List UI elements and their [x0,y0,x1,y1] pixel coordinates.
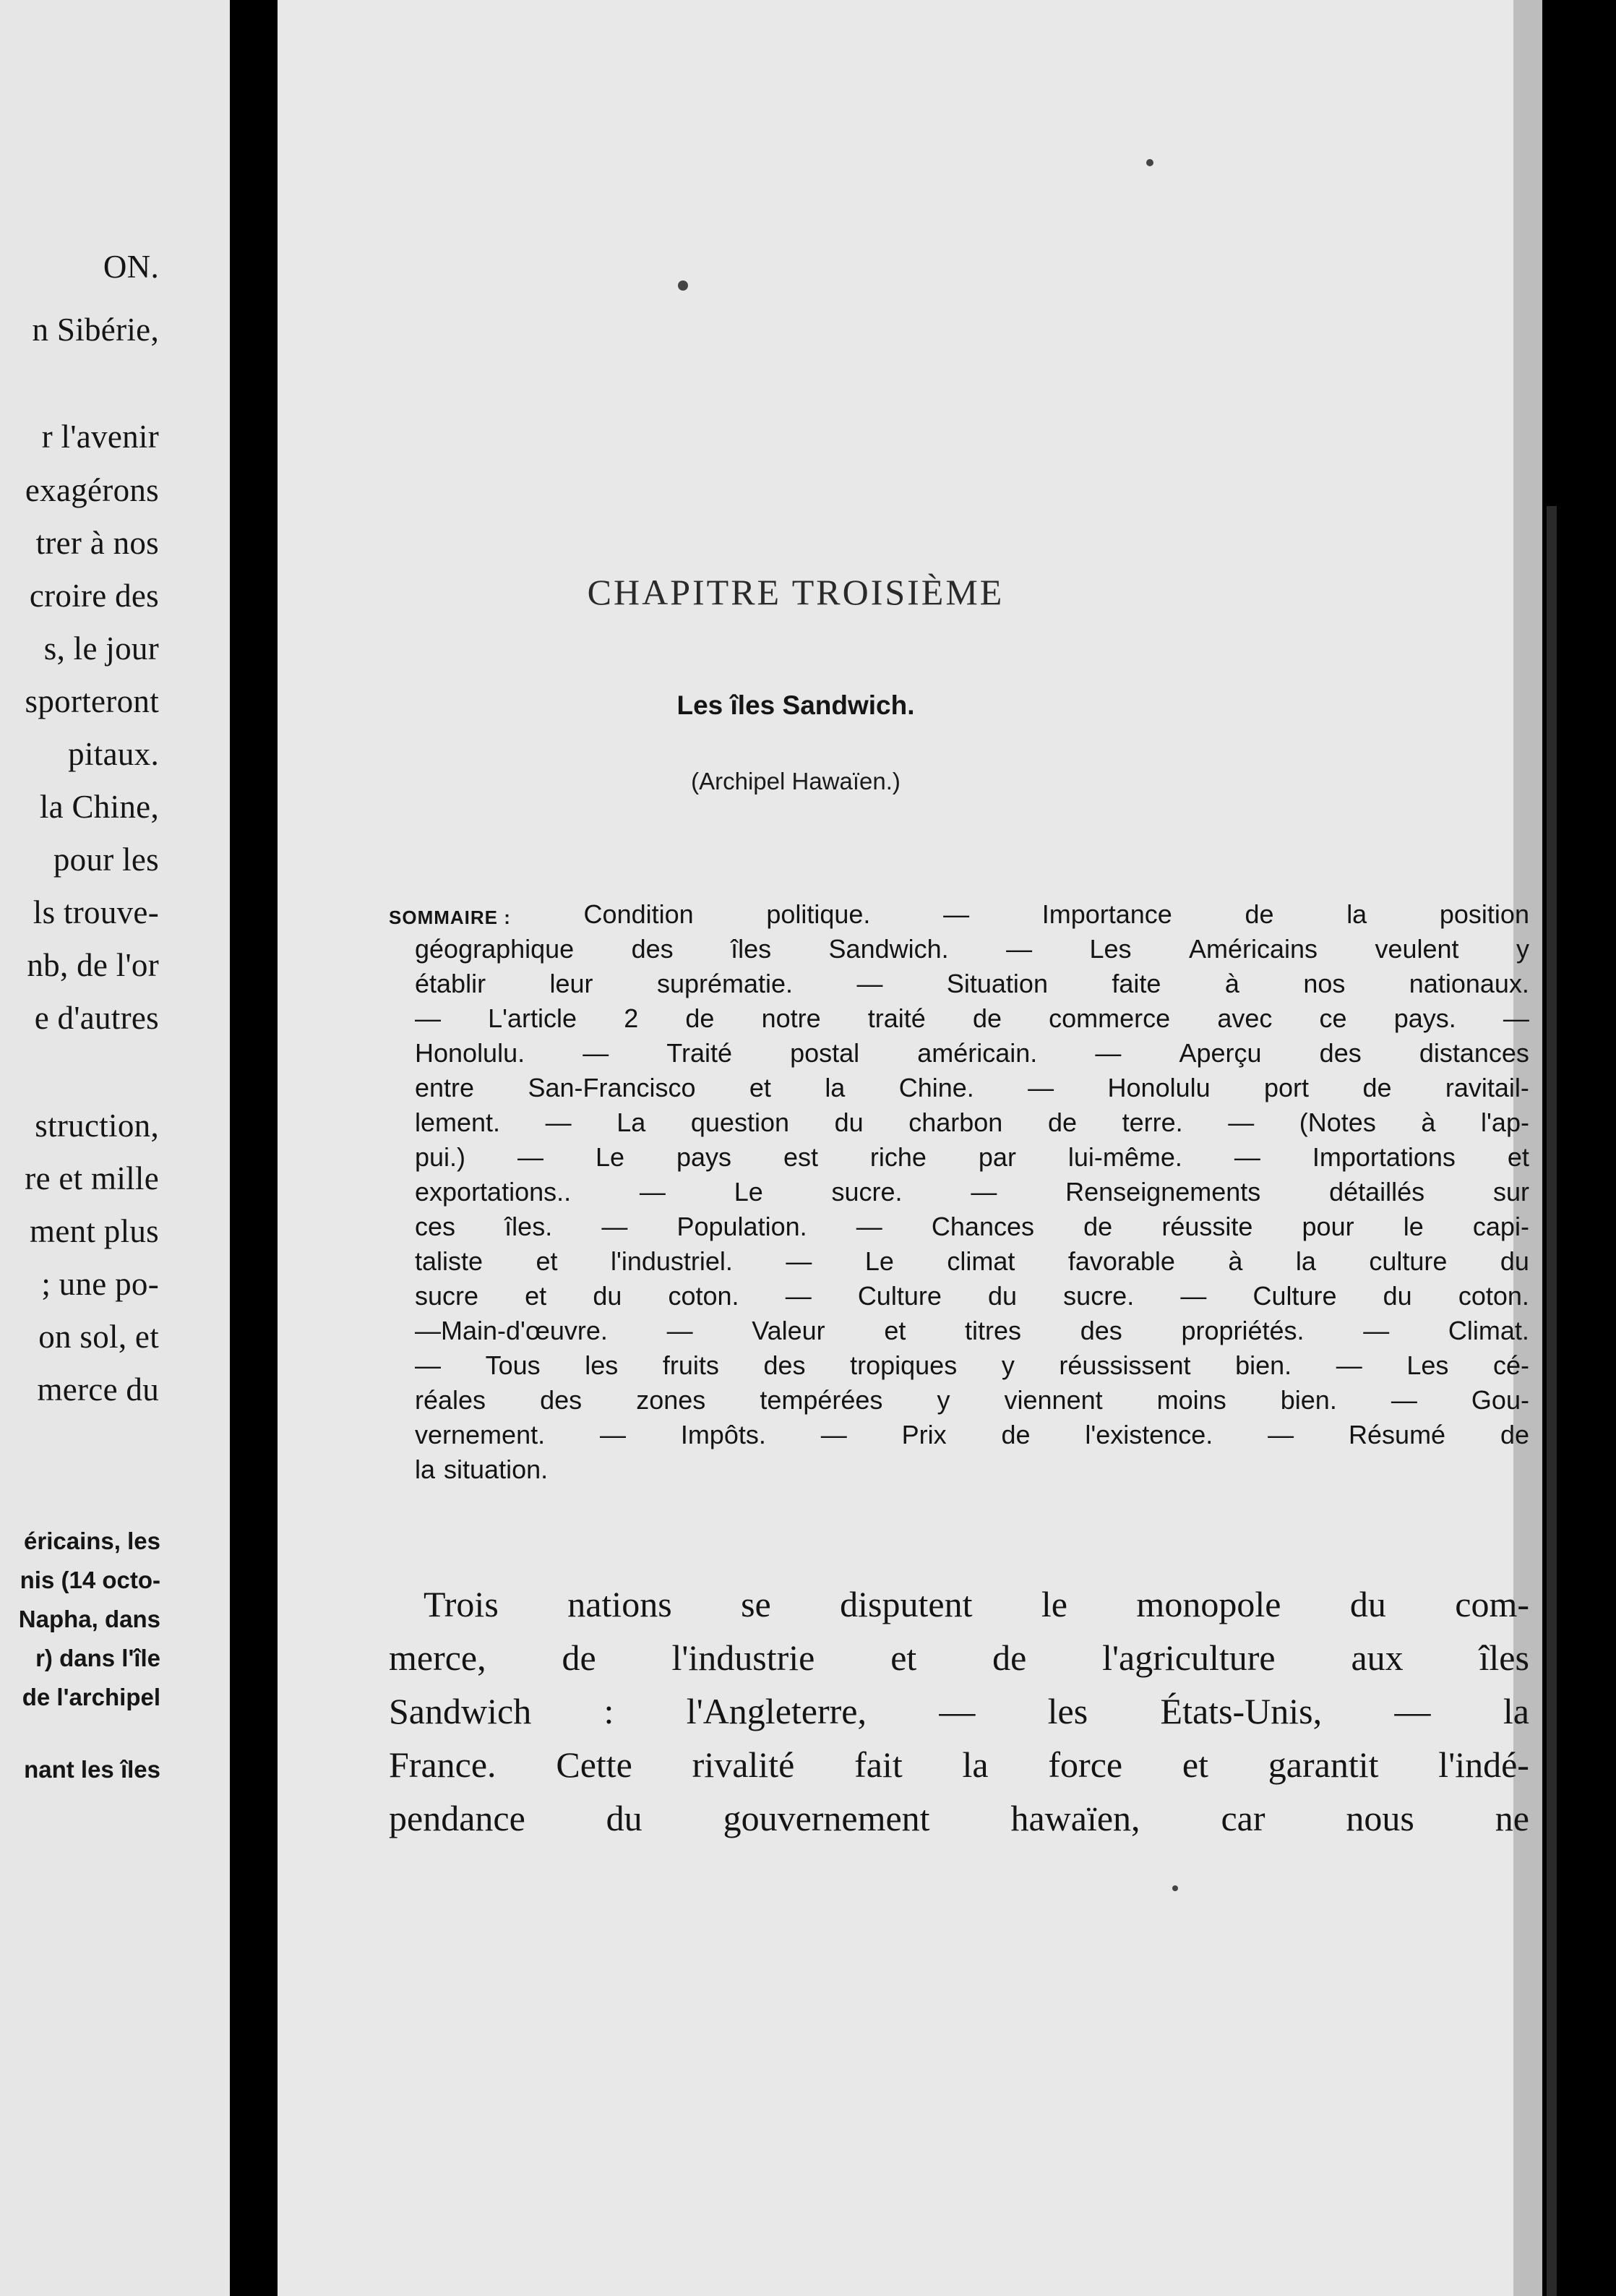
word: Le [734,1177,763,1207]
word: Le [864,1246,894,1276]
word: question [690,1108,789,1137]
summary-line [415,1350,1529,1387]
word: de [1001,1420,1031,1449]
word: du [834,1108,864,1137]
summary-line [415,1246,1529,1282]
left-page-line: croire des [29,578,159,614]
word: Situation [946,969,1048,998]
word: — [599,1420,626,1449]
word: des [631,934,674,964]
summary-line [415,1003,1529,1040]
word: vernement. [415,1420,546,1449]
word: disputent [840,1584,973,1624]
left-page-line: ls trouve- [33,894,159,930]
word: traité [867,1003,926,1033]
word: distances [1419,1038,1529,1068]
word: —Main-d'œuvre. [415,1316,608,1345]
paper-speck [1146,159,1153,166]
word: taliste [415,1246,483,1276]
left-page-line: n Sibérie, [32,312,159,348]
word: les [585,1350,619,1380]
summary-line [415,1177,1529,1213]
word: des [1319,1038,1362,1068]
word: bien. [1280,1385,1337,1415]
word: — [943,899,970,929]
word: exportations.. [415,1177,572,1207]
word: — [856,969,883,998]
left-page-line: trer à nos [35,525,159,561]
left-page-line: pitaux. [68,736,159,772]
word: — [415,1003,441,1033]
word: Trois [424,1584,499,1624]
word: — [583,1038,609,1068]
left-page-line: re et mille [25,1160,159,1196]
word: des [540,1385,583,1415]
summary-line [415,1420,1529,1456]
word: — [820,1420,847,1449]
word: réales [415,1385,486,1415]
word: de [1362,1073,1392,1102]
word: Gou- [1471,1385,1529,1415]
word: Les [1406,1350,1449,1380]
left-page-line: la Chine, [39,789,159,825]
word: propriétés. [1181,1316,1305,1345]
left-page-note-line: r) dans l'île [35,1645,160,1671]
word: — [939,1691,976,1731]
word: Honolulu. [415,1038,525,1068]
word: Sandwich. [828,934,949,964]
word: et [884,1316,906,1345]
left-page-line: ment plus [30,1213,159,1249]
word: réussissent [1059,1350,1191,1380]
word: garantit [1268,1744,1379,1785]
left-page-line: merce du [37,1371,159,1408]
word: — [639,1177,666,1207]
word: du [606,1798,642,1838]
word: du [1383,1281,1412,1311]
left-page-line: sporteront [25,683,159,719]
word: riche [869,1142,927,1172]
word: fait [854,1744,903,1785]
left-page-line: e d'autres [34,1000,159,1036]
word: du [593,1281,622,1311]
word: port [1264,1073,1310,1102]
left-page-line: pour les [53,841,159,878]
word: Culture [857,1281,942,1311]
word: — [1363,1316,1390,1345]
word: aux [1351,1637,1404,1678]
word: du [1500,1246,1529,1276]
word: — [1391,1385,1417,1415]
word: — [1394,1691,1431,1731]
word: nationaux. [1409,969,1529,998]
left-page-note-line: éricains, les [24,1528,160,1554]
word: nos [1303,969,1346,998]
word: lui-même. [1067,1142,1182,1172]
body-text-line [424,1583,1529,1629]
word: fruits [662,1350,719,1380]
word: et [536,1246,558,1276]
word: — [786,1246,812,1276]
word: sucre. [1063,1281,1135,1311]
left-page-line: nb, de l'or [27,947,159,983]
word: nous [1346,1798,1414,1838]
word: coton. [668,1281,739,1311]
word: îles [731,934,772,964]
word: y [937,1385,950,1415]
word: — [517,1142,543,1172]
word: ce [1319,1003,1347,1033]
word: à [1421,1108,1436,1137]
word: Le [595,1142,624,1172]
word: viennent [1004,1385,1103,1415]
word: pui.) [415,1142,466,1172]
word: Prix [901,1420,947,1449]
word: Culture [1252,1281,1337,1311]
word: de [992,1637,1027,1678]
word: Population. [676,1212,807,1241]
word: 2 [624,1003,639,1033]
word: favorable [1067,1246,1175,1276]
word: et [890,1637,917,1678]
left-page-line: exagérons [25,472,159,508]
left-page-fragment [0,0,230,2296]
word: lement. [415,1108,501,1137]
word: — [1503,1003,1529,1033]
word: de [685,1003,715,1033]
word: entre [415,1073,475,1102]
word: de [1500,1420,1529,1449]
word: merce, [389,1637,486,1678]
word: — [1180,1281,1207,1311]
word: suprématie. [656,969,794,998]
word: force [1048,1744,1123,1785]
word: veulent [1375,934,1459,964]
word: Renseignements [1065,1177,1261,1207]
word: par [978,1142,1016,1172]
word: postal [790,1038,860,1068]
chapter-parenthetical: (Archipel Hawaïen.) [691,768,901,794]
word: — [1095,1038,1122,1068]
body-text-line [389,1690,1529,1736]
word: détaillés [1329,1177,1425,1207]
word: Impôts. [680,1420,766,1449]
word: Aperçu [1179,1038,1262,1068]
paper-speck [1172,1885,1178,1891]
word: l'industrie [671,1637,815,1678]
word: — [1028,1073,1054,1102]
word: faite [1112,969,1161,998]
word: climat [947,1246,1015,1276]
word: la [415,1455,436,1484]
word: de [1083,1212,1113,1241]
word: politique. [766,899,871,929]
word: sucre. [831,1177,903,1207]
word: La [616,1108,646,1137]
word: car [1221,1798,1265,1838]
word: nations [567,1584,672,1624]
word: position [1439,899,1529,929]
word: et [749,1073,771,1102]
word: des [1080,1316,1122,1345]
word: leur [549,969,593,998]
word: l'existence. [1085,1420,1213,1449]
word: de [972,1003,1002,1033]
word: cé- [1492,1350,1529,1380]
word: situation. [444,1455,549,1484]
word: Sandwich [389,1691,532,1731]
word: la [1346,899,1367,929]
word: notre [761,1003,821,1033]
word: et [1182,1744,1208,1785]
summary-label: SOMMAIRE : [389,906,511,928]
summary-line [415,1281,1529,1317]
word: titres [965,1316,1022,1345]
chapter-subtitle: Les îles Sandwich. [676,690,915,720]
summary-line [415,1212,1529,1248]
word: réussite [1161,1212,1253,1241]
word: la [825,1073,846,1102]
word: pendance [389,1798,525,1838]
word: Les [1089,934,1132,964]
word: y [1001,1350,1015,1380]
word: sucre [415,1281,479,1311]
word: : [603,1691,614,1731]
left-page-line: struction, [35,1108,159,1144]
word: à [1224,969,1239,998]
word: — [971,1177,997,1207]
word: coton. [1458,1281,1529,1311]
paper-speck [678,280,688,291]
word: — [785,1281,812,1311]
word: commerce [1049,1003,1171,1033]
word: Valeur [752,1316,825,1345]
summary-line [415,1142,1529,1178]
word: l'industriel. [610,1246,733,1276]
word: — [856,1212,882,1241]
summary-line [415,1038,1529,1074]
word: de [1047,1108,1077,1137]
word: se [741,1584,771,1624]
word: Climat. [1448,1316,1529,1345]
summary-line [415,1073,1529,1109]
word: établir [415,969,486,998]
book-gutter [230,0,278,2296]
summary-line [415,1108,1529,1144]
word: avec [1217,1003,1273,1033]
word: l'ap- [1481,1108,1529,1137]
left-page-line: ON. [103,249,159,285]
word: rivalité [692,1744,795,1785]
body-text-line [389,1797,1529,1843]
word: tropiques [850,1350,958,1380]
word: tempérées [760,1385,883,1415]
body-text-line [389,1744,1529,1790]
word: — [1006,934,1033,964]
word: sur [1492,1177,1529,1207]
word: et [1507,1142,1529,1172]
word: terre. [1122,1108,1183,1137]
body-text-line [389,1637,1529,1683]
word: capi- [1472,1212,1529,1241]
word: îles. [504,1212,553,1241]
word: y [1516,934,1529,964]
word: de [1245,899,1274,929]
word: pour [1302,1212,1354,1241]
left-page-line: on sol, et [38,1319,159,1355]
word: — [545,1108,572,1137]
word: Résumé [1349,1420,1446,1449]
word: américain. [917,1038,1038,1068]
word: Condition [583,899,694,929]
summary-line [415,1316,1529,1352]
word: Chine. [898,1073,974,1102]
summary-line [415,969,1529,1005]
word: L'article [488,1003,577,1033]
word: monopole [1136,1584,1281,1624]
left-page-note-line: Napha, dans [18,1606,160,1632]
word: (Notes [1299,1108,1376,1137]
word: ces [415,1212,456,1241]
word: Honolulu [1107,1073,1211,1102]
word: hawaïen, [1010,1798,1140,1838]
word: gouvernement [723,1798,930,1838]
word: du [1349,1584,1386,1624]
word: culture [1369,1246,1448,1276]
word: l'indé- [1438,1744,1529,1785]
summary-line [415,934,1529,970]
word: bien. [1235,1350,1292,1380]
word: du [988,1281,1018,1311]
word: — [666,1316,693,1345]
word: la [1295,1246,1316,1276]
word: France. [389,1744,497,1785]
word: — [601,1212,628,1241]
word: — [1228,1108,1255,1137]
word: États-Unis, [1160,1691,1323,1731]
word: — [1268,1420,1294,1449]
word: des [763,1350,806,1380]
word: — [1234,1142,1260,1172]
word: zones [636,1385,706,1415]
word: la [962,1744,989,1785]
left-page-note-line: de l'archipel [22,1684,160,1710]
word: la [1503,1691,1529,1731]
word: îles [1479,1637,1529,1678]
word: Importations [1312,1142,1456,1172]
word: com- [1455,1584,1529,1624]
right-page [278,0,1542,2296]
word: ne [1495,1798,1529,1838]
word: à [1228,1246,1243,1276]
summary-line [415,1455,1529,1491]
word: San-Francisco [528,1073,696,1102]
word: Tous [485,1350,541,1380]
word: de [562,1637,596,1678]
summary-line [415,1385,1529,1421]
word: pays. [1393,1003,1456,1033]
chapter-title: CHAPITRE TROISIÈME [587,572,1005,612]
word: moins [1156,1385,1226,1415]
word: charbon [908,1108,1003,1137]
word: est [783,1142,818,1172]
word: pays [676,1142,731,1172]
scanner-edge-inner [1547,506,1557,2296]
word: — [1336,1350,1362,1380]
word: Chances [931,1212,1034,1241]
summary-line [389,899,1529,935]
left-page-line: r l'avenir [41,419,159,455]
word: l'Angleterre, [686,1691,867,1731]
word: le [1403,1212,1424,1241]
left-page-line: ; une po- [41,1266,159,1302]
word: l'agriculture [1102,1637,1276,1678]
word: Traité [666,1038,732,1068]
word: Cette [556,1744,632,1785]
word: géographique [415,934,575,964]
left-page-line: s, le jour [43,630,159,667]
word: les [1047,1691,1088,1731]
word: et [525,1281,547,1311]
word: Américains [1188,934,1318,964]
word: ravitail- [1445,1073,1529,1102]
left-page-note-line: nant les îles [24,1756,160,1783]
left-page-note-line: nis (14 octo- [20,1567,160,1593]
word: — [415,1350,441,1380]
word: Importance [1041,899,1172,929]
word: le [1041,1584,1067,1624]
